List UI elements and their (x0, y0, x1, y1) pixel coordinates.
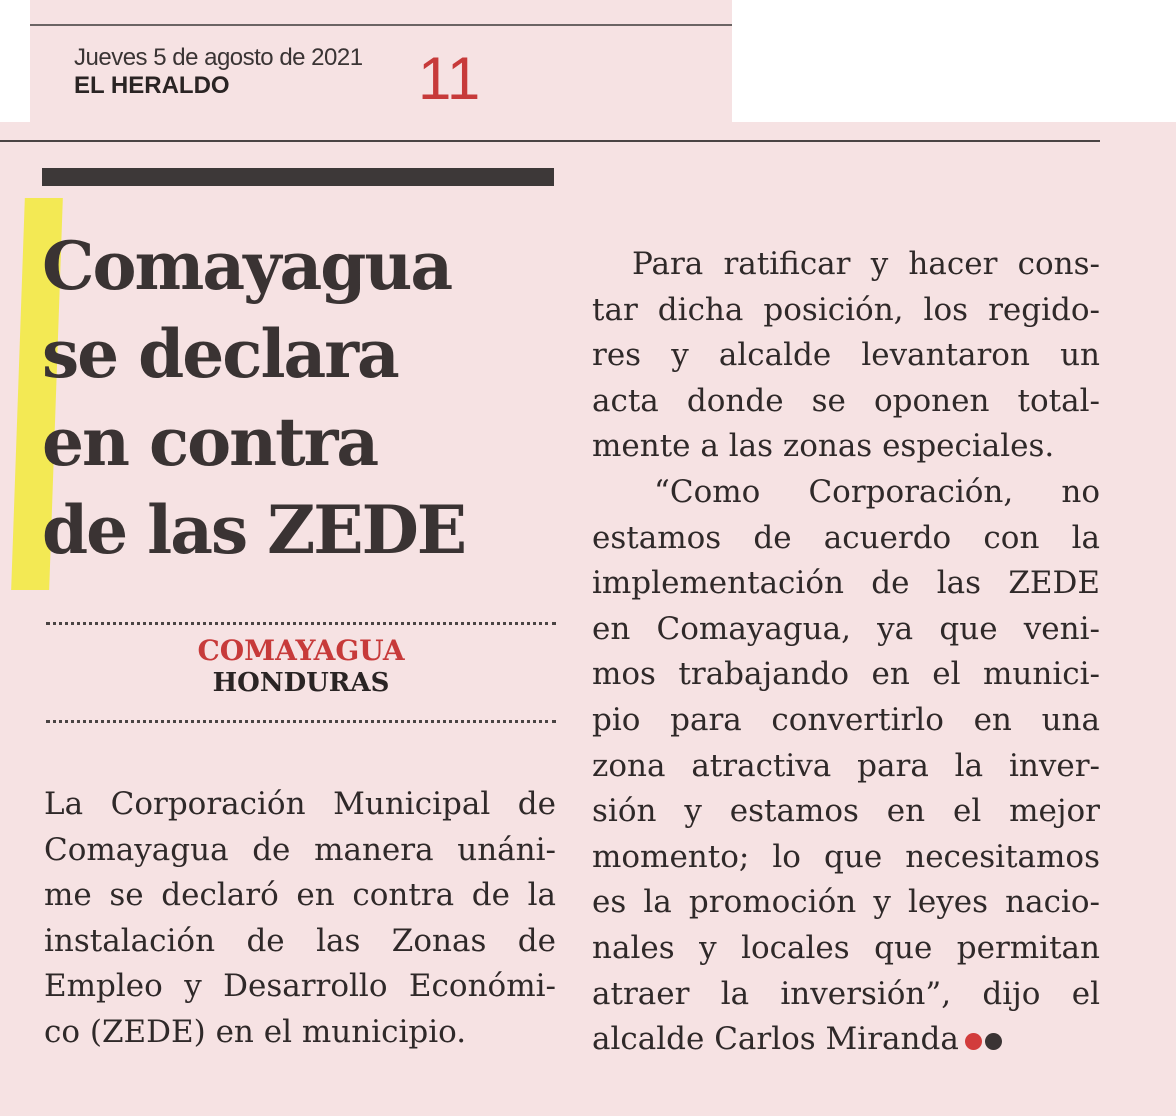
body-line: sión y estamos en el mejor (592, 793, 1100, 830)
header-rule (30, 24, 732, 26)
body-line: atraer la inversión”, dijo el (592, 975, 1100, 1012)
location-city: COMAYAGUA (197, 634, 405, 667)
body-line: “Como Corporación, no (654, 473, 1100, 510)
body-line: mente a las zonas especiales. (592, 428, 1055, 465)
body-line: instalación de las Zonas de (44, 922, 556, 959)
body-line: nales y locales que permitan (592, 929, 1100, 966)
article-body-left (44, 782, 556, 1056)
body-line: res y alcalde levantaron un (592, 337, 1100, 374)
location-country: HONDURAS (212, 668, 390, 698)
body-line: Para ratificar y hacer cons- (632, 246, 1100, 282)
dotted-divider (46, 720, 556, 723)
body-line: zona atractiva para la inver- (592, 747, 1100, 784)
body-line: pio para convertirlo en una (592, 701, 1100, 738)
scan-margin (0, 0, 30, 122)
body-line: La Corporación Municipal de (44, 786, 556, 822)
headline-line: de las ZEDE (42, 491, 466, 569)
body-line: en Comayagua, ya que veni- (592, 610, 1100, 647)
body-line: Comayagua de manera unáni- (44, 831, 556, 868)
body-line: co (ZEDE) en el municipio. (44, 1013, 467, 1050)
scan-blank-area (732, 0, 1176, 122)
body-line: tar dicha posición, los regido- (592, 291, 1100, 328)
headline-line: en contra (42, 403, 378, 481)
headline-line: se declara (42, 315, 398, 393)
body-line: alcalde Carlos Miranda (592, 1017, 1100, 1063)
headline-line: Comayagua (42, 227, 452, 305)
newspaper-name: EL HERALDO (74, 72, 230, 99)
body-line: implementación de las ZEDE (592, 565, 1100, 602)
body-line: Empleo y Desarrollo Económi- (44, 968, 556, 1005)
body-line: es la promoción y leyes nacio- (592, 884, 1100, 921)
dotted-divider (46, 622, 556, 625)
headline (42, 222, 562, 574)
page-number: 11 (418, 45, 481, 112)
body-line: acta donde se oponen total- (592, 382, 1100, 419)
body-line: mos trabajando en el munici- (592, 656, 1100, 693)
body-line: me se declaró en contra de la (44, 877, 556, 914)
issue-date: Jueves 5 de agosto de 2021 (74, 44, 363, 71)
body-line: momento; lo que necesitamos (592, 838, 1100, 875)
article-body-right (592, 242, 1100, 1063)
body-line: estamos de acuerdo con la (592, 519, 1100, 556)
end-of-article-icon (965, 1018, 1005, 1064)
headline-bar (42, 168, 554, 186)
section-rule (0, 140, 1100, 142)
